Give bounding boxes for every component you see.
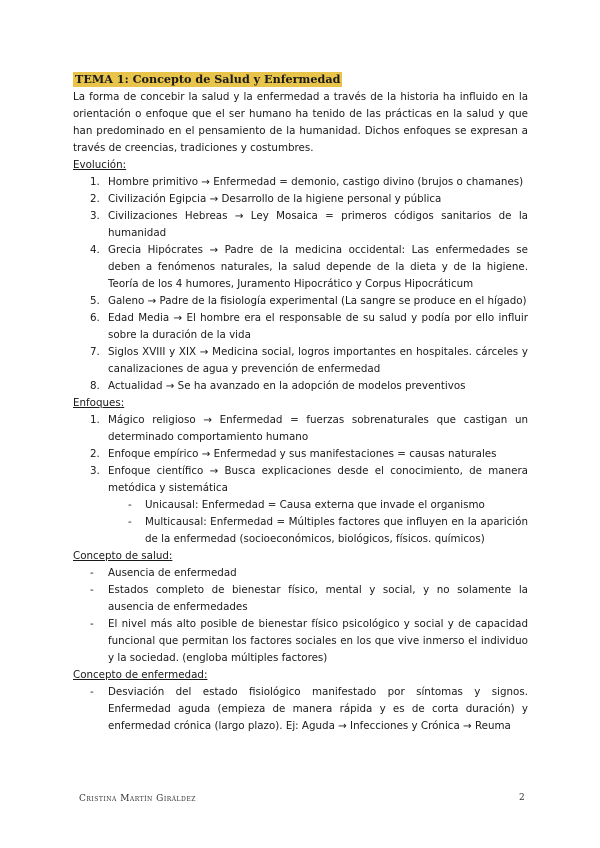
- list-item: - Estados completo de bienestar físico, mental y social, y no solamente la ausencia de enfermedades: [90, 584, 528, 613]
- section-heading-enfermedad: Concepto de enfermedad:: [73, 669, 208, 681]
- intro-paragraph: La forma de concebir la salud y la enfermedad a través de la historia ha influido en la orientación o enfoque que el ser humano ha tenido de las prácticas en la salud y que han predominado en el pensamiento de la humanidad. Dichos enfoques se expresan a través de creencias, tradiciones y costumbres.: [73, 91, 528, 154]
- section-heading-salud: Concepto de salud:: [73, 550, 173, 562]
- list-item: 2. Enfoque empírico → Enfermedad y sus manifestaciones = causas naturales: [90, 448, 497, 460]
- document-body: [73, 72, 528, 735]
- list-item: 2. Civilización Egipcia → Desarrollo de la higiene personal y pública: [90, 193, 442, 205]
- list-item: 6. Edad Media → El hombre era el responsable de su salud y podía por ello influir sobre la duración de la vida: [90, 312, 528, 341]
- enfoques-sublist: [73, 497, 528, 548]
- section-heading-enfoques: Enfoques:: [73, 397, 125, 409]
- document-title: TEMA 1: Concepto de Salud y Enfermedad: [75, 72, 341, 86]
- salud-list: [73, 565, 528, 667]
- list-item: 3. Civilizaciones Hebreas → Ley Mosaica = primeros códigos sanitarios de la humanidad: [90, 210, 528, 239]
- enfoques-list: [73, 412, 528, 497]
- section-heading-evolucion: Evolución:: [73, 159, 127, 171]
- list-item: - Multicausal: Enfermedad = Múltiples factores que influyen en la aparición de la enfermedad (socioeconómicos, biológicos, físicos. químicos): [128, 516, 528, 545]
- list-item: - El nivel más alto posible de bienestar físico psicológico y social y de capacidad funcional que permitan los factores sociales en los que vive inmerso el individuo y la sociedad. (engloba múltiples factores): [90, 618, 528, 664]
- list-item: - Ausencia de enfermedad: [90, 567, 237, 579]
- list-item: 5. Galeno → Padre de la fisiología experimental (La sangre se produce en el hígado): [90, 295, 527, 307]
- list-item: 8. Actualidad → Se ha avanzado en la adopción de modelos preventivos: [90, 380, 466, 392]
- evolucion-list: [73, 174, 528, 395]
- list-item: 3. Enfoque científico → Busca explicaciones desde el conocimiento, de manera metódica y sistemática: [90, 465, 528, 494]
- list-item: - Desviación del estado fisiológico manifestado por síntomas y signos. Enfermedad aguda (empieza de manera rápida y es de corta duración) y enfermedad crónica (largo plazo). Ej: Aguda → Infecciones y Crónica → Reuma: [90, 686, 528, 732]
- page-number: 2: [519, 793, 525, 803]
- list-item: 7. Siglos XVIII y XIX → Medicina social, logros importantes en hospitales. cárceles y canalizaciones de agua y prevención de enfermedad: [90, 346, 528, 375]
- footer-author: Cristina Martín Giráldez: [79, 794, 196, 804]
- list-item: 1. Hombre primitivo → Enfermedad = demonio, castigo divino (brujos o chamanes): [90, 176, 524, 188]
- list-item: 4. Grecia Hipócrates → Padre de la medicina occidental: Las enfermedades se deben a fenómenos naturales, la salud depende de la dieta y de la higiene. Teoría de los 4 humores, Juramento Hipocrático y Corpus Hipocráticum: [90, 244, 528, 290]
- list-item: - Unicausal: Enfermedad = Causa externa que invade el organismo: [128, 499, 485, 511]
- enfermedad-list: [73, 684, 528, 735]
- list-item: 1. Mágico religioso → Enfermedad = fuerzas sobrenaturales que castigan un determinado comportamiento humano: [90, 414, 528, 443]
